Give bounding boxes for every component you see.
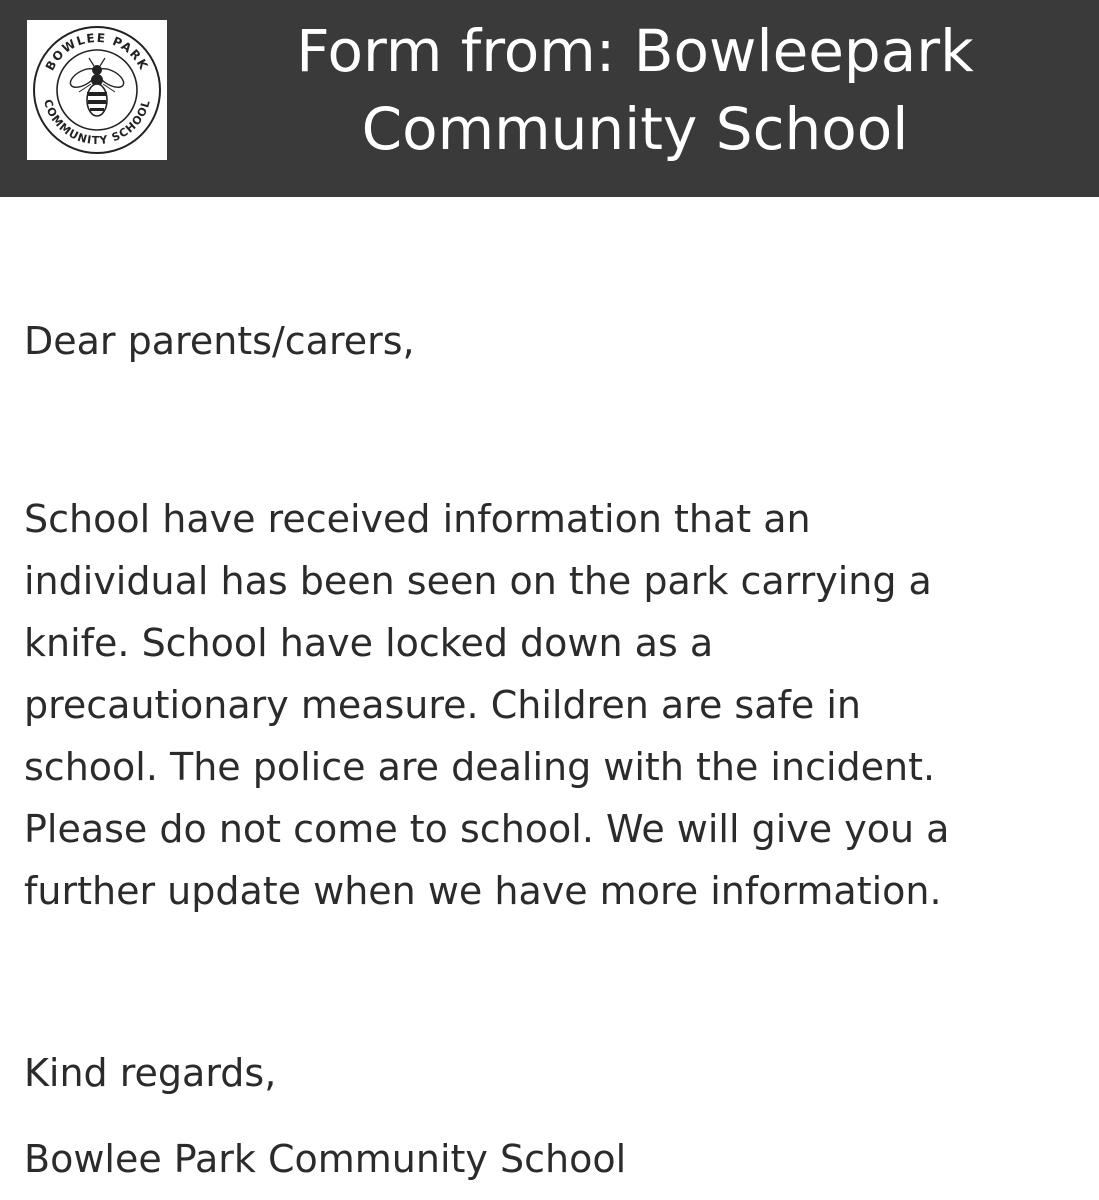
- page-title-line-1: Form from: Bowleepark: [296, 17, 974, 85]
- header-bar: [0, 0, 1099, 197]
- message-line: further update when we have more information.: [24, 869, 942, 913]
- page-title-line-2: Community School: [361, 95, 909, 163]
- letter-message: [24, 488, 1084, 922]
- logo-ring-text-top: BOWLEE PARK: [42, 30, 152, 73]
- message-line: individual has been seen on the park carrying a: [24, 559, 932, 603]
- page-title: [195, 12, 1075, 168]
- message-line: School have received information that an: [24, 497, 811, 541]
- logo-ring-text-bottom: COMMUNITY SCHOOL: [40, 97, 153, 148]
- message-line: precautionary measure. Children are safe in: [24, 683, 861, 727]
- message-line: school. The police are dealing with the incident.: [24, 745, 936, 789]
- letter-greeting: Dear parents/carers,: [24, 319, 415, 363]
- message-line: knife. School have locked down as a: [24, 621, 714, 665]
- letter-signature: Bowlee Park Community School: [24, 1137, 627, 1181]
- school-logo: [27, 20, 167, 160]
- letter-closing: Kind regards,: [24, 1051, 277, 1095]
- message-line: Please do not come to school. We will give you a: [24, 807, 950, 851]
- bee-icon: [67, 58, 126, 116]
